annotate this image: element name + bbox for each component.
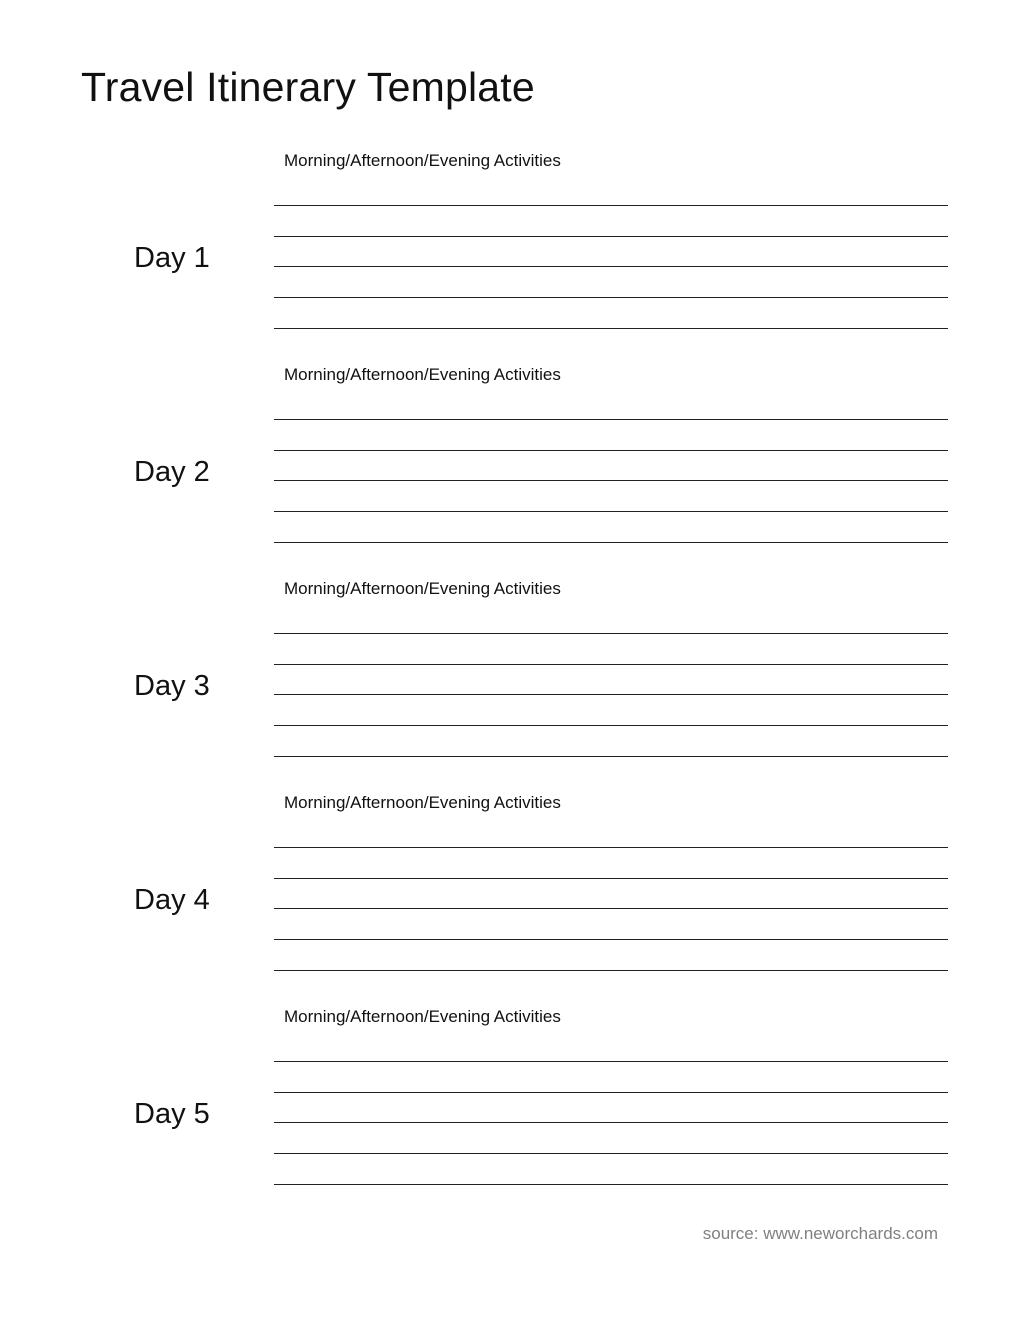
writing-line[interactable] [274,756,948,757]
writing-line[interactable] [274,236,948,237]
writing-line[interactable] [274,205,948,206]
writing-line[interactable] [274,450,948,451]
writing-line[interactable] [274,664,948,665]
writing-line[interactable] [274,970,948,971]
writing-line[interactable] [274,908,948,909]
writing-line[interactable] [274,939,948,940]
day-section-2 [0,365,1020,579]
writing-line[interactable] [274,694,948,695]
activities-label: Morning/Afternoon/Evening Activities [284,365,561,384]
writing-line[interactable] [274,511,948,512]
writing-line[interactable] [274,1122,948,1123]
day-section-5 [0,1007,1020,1221]
day-section-1 [0,151,1020,365]
source-credit: source: www.neworchards.com [702,1224,938,1243]
writing-line[interactable] [274,633,948,634]
writing-line[interactable] [274,297,948,298]
writing-line[interactable] [274,725,948,726]
writing-line[interactable] [274,266,948,267]
writing-line[interactable] [274,1061,948,1062]
writing-line[interactable] [274,1153,948,1154]
writing-line[interactable] [274,878,948,879]
page-title: Travel Itinerary Template [81,64,535,110]
writing-line[interactable] [274,1184,948,1185]
day-label: Day 5 [134,1098,210,1130]
day-label: Day 3 [134,670,210,702]
day-label: Day 1 [134,242,210,274]
writing-line[interactable] [274,847,948,848]
day-label: Day 2 [134,456,210,488]
activities-label: Morning/Afternoon/Evening Activities [284,151,561,170]
writing-line[interactable] [274,419,948,420]
day-section-3 [0,579,1020,793]
day-label: Day 4 [134,884,210,916]
writing-line[interactable] [274,542,948,543]
activities-label: Morning/Afternoon/Evening Activities [284,1007,561,1026]
writing-line[interactable] [274,1092,948,1093]
writing-line[interactable] [274,328,948,329]
activities-label: Morning/Afternoon/Evening Activities [284,793,561,812]
writing-line[interactable] [274,480,948,481]
activities-label: Morning/Afternoon/Evening Activities [284,579,561,598]
day-section-4 [0,793,1020,1007]
